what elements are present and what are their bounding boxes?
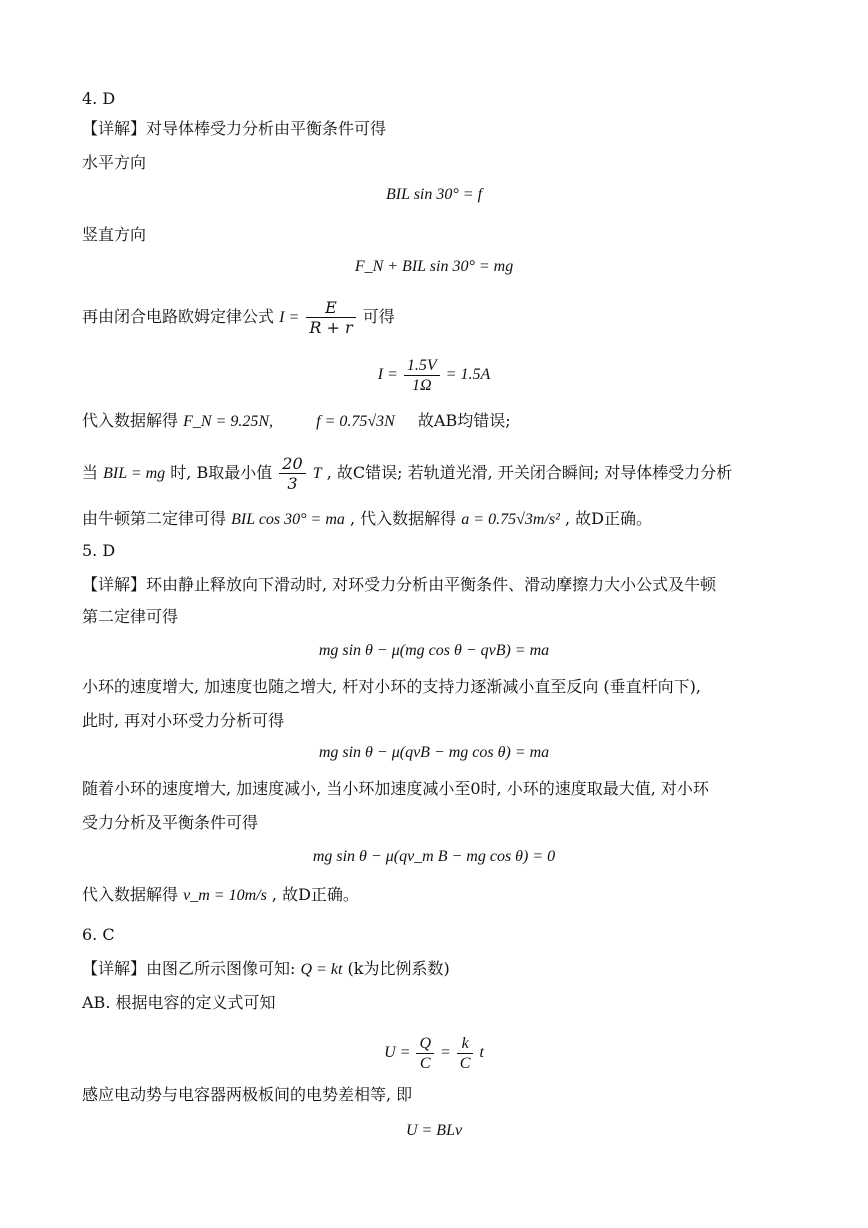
newton-formula-1: BIL cos 30° = ma [231,511,345,528]
text-ohm-law [82,298,828,337]
detail6-formula: Q = kt [300,961,343,978]
text-min-b [82,454,828,493]
minb-text-b: 时, B取最小值 [170,463,273,482]
newton-text-c: , 故D正确。 [564,509,652,528]
text-newton-1 [82,508,828,531]
eq7-denominator-2: C [459,1055,471,1072]
equation-7 [0,1034,868,1073]
minb-unit: T [312,465,322,482]
eq7-left: U = [384,1044,411,1062]
sub1-formula-f: f = 0.75√3N [316,413,395,430]
newton-text-b: , 代入数据解得 [350,509,457,528]
eq3-right: = 1.5A [445,366,491,384]
eq7-fraction-2 [457,1034,474,1073]
equation-3 [0,356,868,395]
answer-4: 4. D [82,89,116,108]
ohm-text-a: 再由闭合电路欧姆定律公式 [82,307,275,326]
minb-formula: BIL = mg [103,465,166,482]
sub1-formula-fn: F_N = 9.25N, [183,413,274,430]
sub2-text-a: 代入数据解得 [82,885,179,904]
sub1-text-b: 故AB均错误; [417,411,511,430]
text-ring-max: 随着小环的速度增大, 加速度减小, 当小环加速度减小至0时, 小环的速度取最大值, 对小环 [82,779,709,798]
sub2-text-b: , 故D正确。 [271,885,359,904]
text-ring-speed: 小环的速度增大, 加速度也随之增大, 杆对小环的支持力逐渐减小直至反向 (垂直杆向下), [82,677,702,696]
equation-6: mg sin θ − μ(qv_m B − mg cos θ) = 0 [312,848,556,865]
detail-6-intro [82,958,828,981]
minb-denominator: 3 [287,474,298,493]
sub2-formula: v_m = 10m/s [183,887,267,904]
equation-8: U = BLv [405,1122,463,1139]
text-capacitance: AB. 根据电容的定义式可知 [82,993,276,1012]
equation-5: mg sin θ − μ(qvB − mg cos θ) = ma [318,744,550,761]
eq3-left: I = [377,366,398,384]
eq3-fraction [404,356,440,395]
sub1-text-a: 代入数据解得 [82,411,179,430]
text-ring-force: 此时, 再对小环受力分析可得 [82,711,285,730]
eq3-denominator: 1Ω [411,377,432,394]
minb-text-a: 当 [82,463,99,482]
answer-6: 6. C [82,925,115,944]
eq7-denominator-1: C [419,1055,431,1072]
ohm-numerator: E [306,298,355,318]
ohm-denominator: R + r [309,318,353,337]
text-horizontal: 水平方向 [82,153,147,172]
detail6-text-b: (k为比例系数) [347,959,450,978]
ohm-text-b: 可得 [362,307,395,326]
eq7-t: t [479,1044,484,1062]
answer-5: 5. D [82,541,116,560]
eq7-numerator-2: k [457,1034,474,1054]
minb-numerator: 20 [279,454,305,474]
equation-4: mg sin θ − μ(mg cos θ − qvB) = ma [318,642,550,659]
text-substitute-1 [82,410,828,433]
eq7-numerator-1: Q [416,1034,434,1054]
newton-formula-2: a = 0.75√3m/s² [461,511,560,528]
detail-5-intro: 【详解】环由静止释放向下滑动时, 对环受力分析由平衡条件、滑动摩擦力大小公式及牛顿 [82,575,717,594]
newton-text-a: 由牛顿第二定律可得 [82,509,227,528]
text-emf: 感应电动势与电容器两极板间的电势差相等, 即 [82,1085,413,1104]
eq7-fraction-1 [416,1034,434,1073]
detail-4-intro: 【详解】对导体棒受力分析由平衡条件可得 [82,119,387,138]
minb-text-c: , 故C错误; 若轨道光滑, 开关闭合瞬间; 对导体棒受力分析 [326,463,733,482]
text-vertical: 竖直方向 [82,225,147,244]
text-substitute-2 [82,884,828,907]
detail6-text-a: 【详解】由图乙所示图像可知: [82,959,296,978]
eq3-numerator: 1.5V [404,356,440,376]
text-ring-balance: 受力分析及平衡条件可得 [82,813,259,832]
text-newton-2: 第二定律可得 [82,607,179,626]
equation-2: F_N + BIL sin 30° = mg [354,258,514,275]
ohm-var: I = [279,309,300,326]
eq7-equals: = [440,1044,451,1062]
equation-1: BIL sin 30° = f [385,186,483,203]
ohm-fraction [306,298,355,337]
minb-fraction [279,454,305,493]
